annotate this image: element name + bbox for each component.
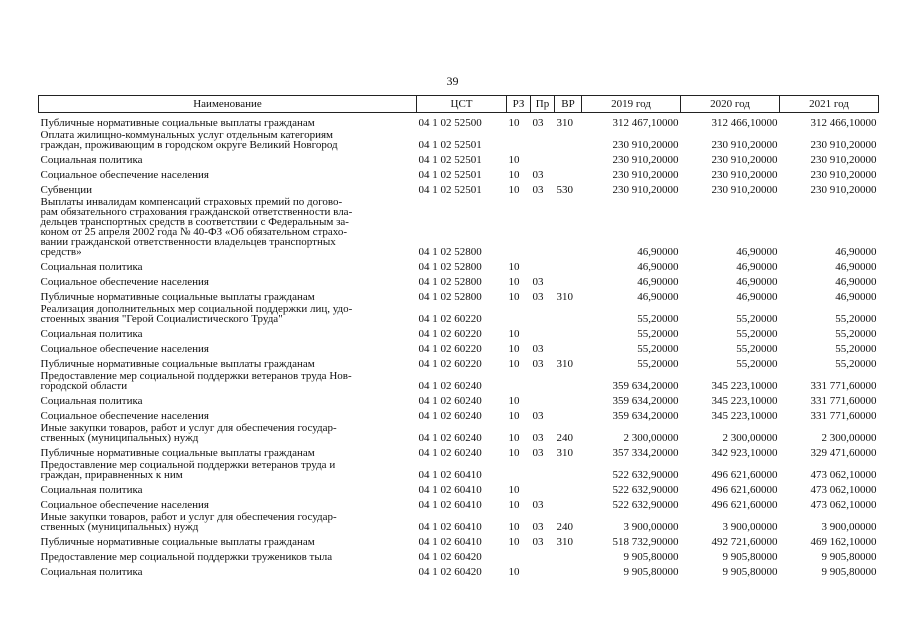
- column-header-vr: ВР: [555, 96, 582, 113]
- row-cst-cell: 04 1 02 52800: [418, 291, 482, 303]
- column-header-2019: 2019 год: [582, 96, 681, 113]
- budget-table: [38, 95, 879, 577]
- row-rz-cell: 10: [508, 447, 520, 459]
- row-2021-value: 473 062,10000: [810, 484, 877, 496]
- row-name-cell: Публичные нормативные социальные выплаты гражданам: [40, 358, 315, 370]
- row-2020-value: 46,90000: [736, 276, 778, 288]
- table-row: [39, 369, 879, 391]
- row-rz-cell: [507, 458, 531, 480]
- row-pr-cell: 03: [532, 536, 544, 548]
- row-2019-value: 359 634,20000: [612, 395, 679, 407]
- row-2019-value: 522 632,90000: [612, 484, 679, 496]
- row-2021-value: 46,90000: [835, 261, 877, 273]
- row-pr-cell: [531, 150, 555, 165]
- row-vr-cell: [555, 339, 582, 354]
- row-2020-value: 342 923,10000: [711, 447, 778, 459]
- row-name-cell: Социальная политика: [40, 328, 143, 340]
- row-vr-cell: 310: [556, 536, 573, 548]
- row-vr-cell: 240: [556, 432, 573, 444]
- row-2019-value: 522 632,90000: [612, 499, 679, 511]
- row-rz-cell: 10: [508, 432, 520, 444]
- row-2020-value: 55,20000: [736, 358, 778, 370]
- row-pr-cell: [531, 302, 555, 324]
- row-2019-value: 359 634,20000: [612, 410, 679, 422]
- row-pr-cell: 03: [532, 276, 544, 288]
- column-header-2021: 2021 год: [780, 96, 879, 113]
- row-2020-value: 46,90000: [736, 291, 778, 303]
- row-2021-value: 331 771,60000: [810, 395, 877, 407]
- row-name-cell: Публичные нормативные социальные выплаты гражданам: [40, 291, 315, 303]
- row-cst-cell: 04 1 02 52800: [418, 246, 482, 258]
- row-pr-cell: 03: [532, 117, 544, 129]
- row-rz-cell: 10: [508, 184, 520, 196]
- row-vr-cell: [555, 547, 582, 562]
- row-rz-cell: 10: [508, 117, 520, 129]
- row-2019-value: 518 732,90000: [612, 536, 679, 548]
- row-2021-value: 55,20000: [835, 358, 877, 370]
- row-name-cell: Иные закупки товаров, работ и услуг для обеспечения государ- ственных (муниципальных) нужд: [40, 511, 337, 533]
- row-2020-value: 496 621,60000: [711, 469, 778, 481]
- row-vr-cell: [555, 165, 582, 180]
- table-row: [39, 562, 879, 577]
- row-2021-value: 469 162,10000: [810, 536, 877, 548]
- row-rz-cell: [507, 128, 531, 150]
- row-2019-value: 357 334,20000: [612, 447, 679, 459]
- row-2019-value: 55,20000: [637, 343, 679, 355]
- row-rz-cell: 10: [508, 410, 520, 422]
- row-2021-value: 473 062,10000: [810, 499, 877, 511]
- column-header-pr: Пр: [531, 96, 555, 113]
- row-name-cell: Социальное обеспечение населения: [40, 499, 209, 511]
- row-2019-value: 9 905,80000: [623, 566, 679, 578]
- row-2019-value: 55,20000: [637, 358, 679, 370]
- row-vr-cell: [555, 480, 582, 495]
- row-2021-value: 230 910,20000: [810, 139, 877, 151]
- row-2020-value: 496 621,60000: [711, 499, 778, 511]
- row-2019-value: 46,90000: [637, 276, 679, 288]
- row-cst-cell: 04 1 02 52500: [418, 117, 482, 129]
- table-row: [39, 113, 879, 129]
- row-2019-value: 312 467,10000: [612, 117, 679, 129]
- row-name-cell: Предоставление мер социальной поддержки ветеранов труда Нов- городской области: [40, 370, 352, 392]
- table-header-row: [39, 96, 879, 113]
- row-cst-cell: 04 1 02 60220: [418, 358, 482, 370]
- table-row: [39, 257, 879, 272]
- row-2020-value: 230 910,20000: [711, 184, 778, 196]
- row-2020-value: 55,20000: [736, 313, 778, 325]
- row-pr-cell: [531, 369, 555, 391]
- table-row: [39, 324, 879, 339]
- row-cst-cell: 04 1 02 60410: [418, 469, 482, 481]
- row-2020-value: 230 910,20000: [711, 154, 778, 166]
- row-cst-cell: 04 1 02 60410: [418, 536, 482, 548]
- row-2021-value: 329 471,60000: [810, 447, 877, 459]
- row-pr-cell: [531, 128, 555, 150]
- row-name-cell: Субвенции: [40, 184, 93, 196]
- row-2019-value: 46,90000: [637, 291, 679, 303]
- row-rz-cell: 10: [508, 276, 520, 288]
- row-cst-cell: 04 1 02 52800: [418, 276, 482, 288]
- row-2021-value: 46,90000: [835, 246, 877, 258]
- table-row: [39, 443, 879, 458]
- table-row: [39, 128, 879, 150]
- table-row: [39, 195, 879, 257]
- row-cst-cell: 04 1 02 60420: [418, 566, 482, 578]
- column-header-rz: РЗ: [507, 96, 531, 113]
- row-pr-cell: [531, 480, 555, 495]
- row-2019-value: 230 910,20000: [612, 184, 679, 196]
- row-rz-cell: [507, 195, 531, 257]
- table-row: [39, 354, 879, 369]
- row-rz-cell: 10: [508, 261, 520, 273]
- row-name-cell: Выплаты инвалидам компенсаций страховых премий по догово- рам обязательного страхования гражданской ответственности вла- дельцев транспортных средств в соответствии с Федеральным за- коном от 25 апреля 2002 года № 40-ФЗ «Об обязательном страхо- вании гражданской ответственности владельцев транспортных средств»: [40, 196, 353, 258]
- row-2019-value: 230 910,20000: [612, 169, 679, 181]
- row-2020-value: 492 721,60000: [711, 536, 778, 548]
- row-rz-cell: 10: [508, 566, 520, 578]
- row-name-cell: Реализация дополнительных мер социальной поддержки лиц, удо- стоенных звания "Герой Социалистического Труда": [40, 303, 353, 325]
- row-pr-cell: 03: [532, 169, 544, 181]
- row-2020-value: 55,20000: [736, 328, 778, 340]
- row-cst-cell: 04 1 02 52800: [418, 261, 482, 273]
- row-2019-value: 9 905,80000: [623, 551, 679, 563]
- row-vr-cell: [555, 195, 582, 257]
- table-body: [39, 113, 879, 578]
- row-cst-cell: 04 1 02 60240: [418, 395, 482, 407]
- table-row: [39, 406, 879, 421]
- row-rz-cell: 10: [508, 395, 520, 407]
- row-2020-value: 345 223,10000: [711, 410, 778, 422]
- column-header-name: Наименование: [39, 96, 417, 113]
- page-number: 39: [446, 74, 459, 88]
- row-2020-value: 2 300,00000: [722, 432, 778, 444]
- table-row: [39, 302, 879, 324]
- row-rz-cell: [507, 302, 531, 324]
- table-row: [39, 421, 879, 443]
- table-row: [39, 480, 879, 495]
- row-2021-value: 230 910,20000: [810, 169, 877, 181]
- row-rz-cell: 10: [508, 358, 520, 370]
- row-2019-value: 46,90000: [637, 246, 679, 258]
- row-rz-cell: 10: [508, 499, 520, 511]
- row-2020-value: 9 905,80000: [722, 566, 778, 578]
- table-row: [39, 547, 879, 562]
- row-2021-value: 230 910,20000: [810, 184, 877, 196]
- row-name-cell: Социальная политика: [40, 154, 143, 166]
- row-2021-value: 230 910,20000: [810, 154, 877, 166]
- row-name-cell: Публичные нормативные социальные выплаты гражданам: [40, 536, 315, 548]
- row-vr-cell: 310: [556, 358, 573, 370]
- row-2021-value: 55,20000: [835, 328, 877, 340]
- table-row: [39, 180, 879, 195]
- row-rz-cell: 10: [508, 343, 520, 355]
- row-vr-cell: 310: [556, 291, 573, 303]
- row-pr-cell: 03: [532, 184, 544, 196]
- table-row: [39, 458, 879, 480]
- table-row: [39, 165, 879, 180]
- row-2021-value: 9 905,80000: [821, 566, 877, 578]
- row-rz-cell: 10: [508, 154, 520, 166]
- row-2021-value: 331 771,60000: [810, 410, 877, 422]
- row-cst-cell: 04 1 02 60410: [418, 521, 482, 533]
- row-pr-cell: 03: [532, 432, 544, 444]
- row-2020-value: 230 910,20000: [711, 169, 778, 181]
- row-cst-cell: 04 1 02 60220: [418, 343, 482, 355]
- row-2020-value: 345 223,10000: [711, 380, 778, 392]
- row-2021-value: 9 905,80000: [821, 551, 877, 563]
- row-cst-cell: 04 1 02 60420: [418, 551, 482, 563]
- row-vr-cell: [555, 150, 582, 165]
- row-pr-cell: 03: [532, 291, 544, 303]
- row-pr-cell: [531, 324, 555, 339]
- row-rz-cell: 10: [508, 328, 520, 340]
- row-2021-value: 55,20000: [835, 313, 877, 325]
- row-pr-cell: [531, 391, 555, 406]
- row-vr-cell: [555, 391, 582, 406]
- row-name-cell: Оплата жилищно-коммунальных услуг отдельным категориям граждан, проживающим в городском округе Великий Новгород: [40, 129, 338, 151]
- row-2019-value: 55,20000: [637, 313, 679, 325]
- row-vr-cell: [555, 495, 582, 510]
- row-rz-cell: 10: [508, 521, 520, 533]
- row-2021-value: 331 771,60000: [810, 380, 877, 392]
- row-2019-value: 230 910,20000: [612, 139, 679, 151]
- row-name-cell: Социальная политика: [40, 484, 143, 496]
- row-cst-cell: 04 1 02 60240: [418, 432, 482, 444]
- table-row: [39, 339, 879, 354]
- row-vr-cell: [555, 272, 582, 287]
- row-vr-cell: [555, 458, 582, 480]
- table-row: [39, 287, 879, 302]
- row-name-cell: Социальное обеспечение населения: [40, 276, 209, 288]
- row-name-cell: Публичные нормативные социальные выплаты гражданам: [40, 447, 315, 459]
- row-2020-value: 345 223,10000: [711, 395, 778, 407]
- row-rz-cell: [507, 547, 531, 562]
- row-cst-cell: 04 1 02 60410: [418, 499, 482, 511]
- row-cst-cell: 04 1 02 52501: [418, 139, 482, 151]
- row-2020-value: 55,20000: [736, 343, 778, 355]
- row-2021-value: 3 900,00000: [821, 521, 877, 533]
- row-cst-cell: 04 1 02 60410: [418, 484, 482, 496]
- row-2021-value: 55,20000: [835, 343, 877, 355]
- row-name-cell: Социальная политика: [40, 566, 143, 578]
- row-2020-value: 230 910,20000: [711, 139, 778, 151]
- row-2019-value: 55,20000: [637, 328, 679, 340]
- row-name-cell: Публичные нормативные социальные выплаты гражданам: [40, 117, 315, 129]
- row-cst-cell: 04 1 02 60220: [418, 328, 482, 340]
- row-vr-cell: [555, 324, 582, 339]
- row-rz-cell: 10: [508, 484, 520, 496]
- row-2019-value: 3 900,00000: [623, 521, 679, 533]
- row-cst-cell: 04 1 02 60240: [418, 380, 482, 392]
- row-vr-cell: [555, 257, 582, 272]
- row-rz-cell: 10: [508, 291, 520, 303]
- row-cst-cell: 04 1 02 60220: [418, 313, 482, 325]
- row-name-cell: Социальная политика: [40, 395, 143, 407]
- row-vr-cell: [555, 128, 582, 150]
- row-2019-value: 522 632,90000: [612, 469, 679, 481]
- row-name-cell: Социальное обеспечение населения: [40, 410, 209, 422]
- table-row: [39, 272, 879, 287]
- row-2020-value: 312 466,10000: [711, 117, 778, 129]
- row-2021-value: 473 062,10000: [810, 469, 877, 481]
- table-row: [39, 532, 879, 547]
- row-pr-cell: 03: [532, 499, 544, 511]
- row-2019-value: 2 300,00000: [623, 432, 679, 444]
- row-pr-cell: 03: [532, 343, 544, 355]
- row-vr-cell: 530: [556, 184, 573, 196]
- row-vr-cell: [555, 562, 582, 577]
- row-rz-cell: 10: [508, 169, 520, 181]
- row-2019-value: 230 910,20000: [612, 154, 679, 166]
- row-vr-cell: 310: [556, 447, 573, 459]
- row-2019-value: 359 634,20000: [612, 380, 679, 392]
- row-2020-value: 3 900,00000: [722, 521, 778, 533]
- row-2021-value: 312 466,10000: [810, 117, 877, 129]
- table-row: [39, 510, 879, 532]
- row-vr-cell: 240: [556, 521, 573, 533]
- row-name-cell: Социальная политика: [40, 261, 143, 273]
- row-cst-cell: 04 1 02 52501: [418, 169, 482, 181]
- row-pr-cell: 03: [532, 358, 544, 370]
- row-rz-cell: [507, 369, 531, 391]
- row-2021-value: 46,90000: [835, 276, 877, 288]
- row-name-cell: Иные закупки товаров, работ и услуг для обеспечения государ- ственных (муниципальных) нужд: [40, 422, 337, 444]
- column-header-cst: ЦСТ: [417, 96, 507, 113]
- row-cst-cell: 04 1 02 52501: [418, 184, 482, 196]
- row-pr-cell: 03: [532, 447, 544, 459]
- column-header-2020: 2020 год: [681, 96, 780, 113]
- row-name-cell: Социальное обеспечение населения: [40, 169, 209, 181]
- row-2019-value: 46,90000: [637, 261, 679, 273]
- row-vr-cell: 310: [556, 117, 573, 129]
- row-pr-cell: [531, 195, 555, 257]
- row-cst-cell: 04 1 02 60240: [418, 410, 482, 422]
- row-pr-cell: [531, 458, 555, 480]
- row-vr-cell: [555, 369, 582, 391]
- row-pr-cell: [531, 562, 555, 577]
- row-pr-cell: 03: [532, 410, 544, 422]
- row-2021-value: 2 300,00000: [821, 432, 877, 444]
- row-cst-cell: 04 1 02 52501: [418, 154, 482, 166]
- table-row: [39, 391, 879, 406]
- row-rz-cell: 10: [508, 536, 520, 548]
- row-name-cell: Социальное обеспечение населения: [40, 343, 209, 355]
- table-row: [39, 150, 879, 165]
- row-name-cell: Предоставление мер социальной поддержки ветеранов труда и граждан, приравненных к ним: [40, 459, 336, 481]
- row-2020-value: 46,90000: [736, 246, 778, 258]
- row-cst-cell: 04 1 02 60240: [418, 447, 482, 459]
- row-vr-cell: [555, 406, 582, 421]
- row-vr-cell: [555, 302, 582, 324]
- row-2020-value: 46,90000: [736, 261, 778, 273]
- row-2021-value: 46,90000: [835, 291, 877, 303]
- row-2020-value: 496 621,60000: [711, 484, 778, 496]
- row-pr-cell: [531, 547, 555, 562]
- row-name-cell: Предоставление мер социальной поддержки тружеников тыла: [40, 551, 333, 563]
- row-pr-cell: [531, 257, 555, 272]
- table-row: [39, 495, 879, 510]
- row-pr-cell: 03: [532, 521, 544, 533]
- row-2020-value: 9 905,80000: [722, 551, 778, 563]
